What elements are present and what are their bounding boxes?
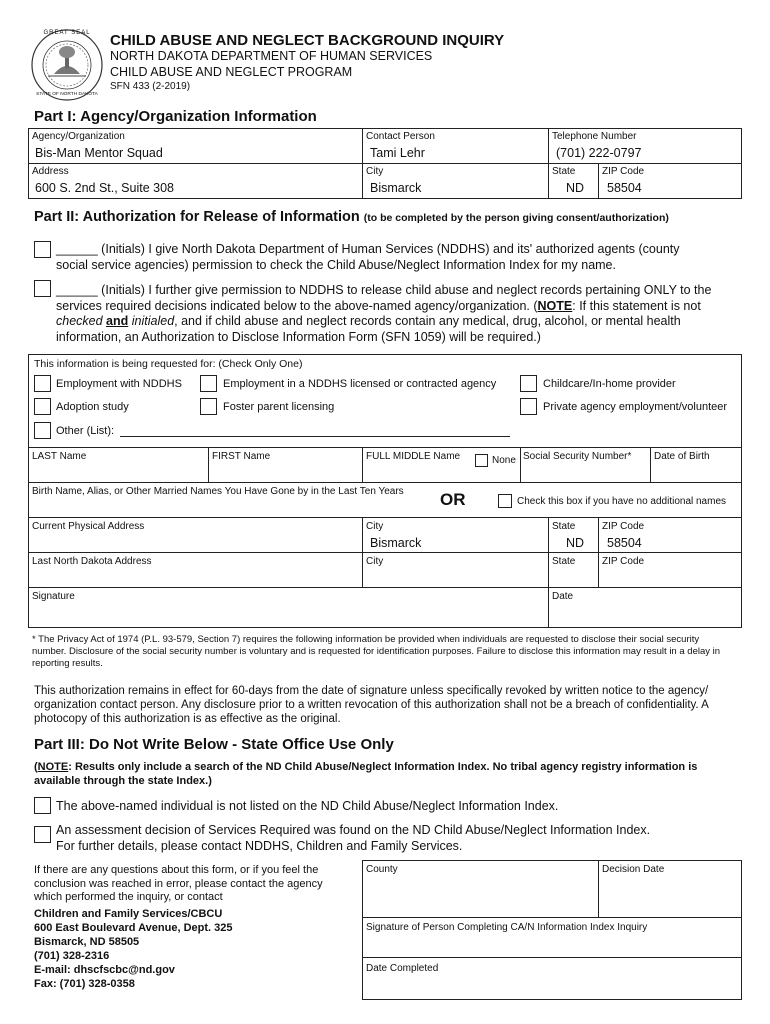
- not-listed-label: The above-named individual is not listed on the ND Child Abuse/Neglect Information Index.: [56, 799, 559, 813]
- requested-for-label: This information is being requested for: (Check Only One): [34, 358, 303, 370]
- nd-state-label: State: [552, 556, 576, 567]
- services-required-label: An assessment decision of Services Required was found on the ND Child Abuse/Neglect Information Index. For further details, please contact NDDHS, Children and Family Services.: [56, 823, 651, 853]
- signature-completing-label: Signature of Person Completing CA/N Information Index Inquiry: [366, 922, 648, 933]
- city-label: City: [366, 166, 384, 177]
- telephone-field[interactable]: (701) 222-0797: [556, 146, 642, 160]
- cfs-fax: Fax: (701) 328-0358: [34, 978, 135, 990]
- cfs-street: 600 East Boulevard Avenue, Dept. 325: [34, 922, 233, 934]
- cfs-citystate: Bismarck, ND 58505: [34, 936, 140, 948]
- initials-checkbox-1[interactable]: [34, 241, 51, 258]
- seal-text-bottom: STATE OF NORTH DAKOTA: [36, 92, 98, 97]
- contact-person-label: Contact Person: [366, 131, 435, 142]
- address-label: Address: [32, 166, 69, 177]
- phys-zip-field[interactable]: 58504: [607, 536, 642, 550]
- licensed-agency-checkbox[interactable]: [200, 375, 217, 392]
- dob-label: Date of Birth: [654, 451, 710, 462]
- none-label: None: [492, 455, 516, 466]
- authorization-notice: This authorization remains in effect for 60-days from the date of signature unless specifically revoked by written notice to the agency/ organization contact person. Any disclosure prior to a written revocation of this authorization shall not be a breach of confidentiality. A photocopy of this authorization is as effective as the original.: [34, 685, 709, 725]
- form-title: CHILD ABUSE AND NEGLECT BACKGROUND INQUIRY: [110, 32, 505, 49]
- agency-field[interactable]: Bis-Man Mentor Squad: [35, 146, 163, 160]
- initials-checkbox-2[interactable]: [34, 280, 51, 297]
- last-name-label: LAST Name: [32, 451, 87, 462]
- part2-subtitle: (to be completed by the person giving consent/authorization): [363, 212, 669, 224]
- ssn-label: Social Security Number*: [523, 451, 632, 462]
- signature-field[interactable]: [30, 604, 546, 626]
- date-label: Date: [552, 591, 574, 602]
- cfs-name: Children and Family Services/CBCU: [34, 908, 223, 920]
- consent-statement-1: ______ (Initials) I give North Dakota Department of Human Services (NDDHS) and its' authorized agents (county social service agencies) permission to check the Child Abuse/Neglect Information Index for my name.: [56, 242, 680, 272]
- phys-state-field[interactable]: ND: [566, 536, 585, 550]
- cfs-email: E-mail: dhscfscbc@nd.gov: [34, 964, 175, 976]
- adoption-checkbox[interactable]: [34, 398, 51, 415]
- decision-date-label: Decision Date: [602, 864, 665, 875]
- part1-title: Part I: Agency/Organization Information: [34, 108, 317, 125]
- state-seal: [30, 28, 104, 102]
- first-name-label: FIRST Name: [212, 451, 271, 462]
- part3-title: Part III: Do Not Write Below - State Office Use Only: [34, 736, 394, 753]
- department-name: NORTH DAKOTA DEPARTMENT OF HUMAN SERVICES: [110, 49, 433, 63]
- phys-zip-label: ZIP Code: [602, 521, 645, 532]
- services-required-checkbox[interactable]: [34, 826, 51, 843]
- contact-intro: If there are any questions about this form, or if you feel the conclusion was reached in error, please contact the agency which performed the inquiry, or contact: [34, 864, 323, 903]
- licensed-agency-label: Employment in a NDDHS licensed or contracted agency: [223, 378, 497, 390]
- zip-field[interactable]: 58504: [607, 181, 642, 195]
- zip-label: ZIP Code: [602, 166, 645, 177]
- no-additional-names-label: Check this box if you have no additional names: [517, 496, 727, 507]
- phys-city-label: City: [366, 521, 384, 532]
- telephone-label: Telephone Number: [552, 131, 637, 142]
- state-label: State: [552, 166, 576, 177]
- program-name: CHILD ABUSE AND NEGLECT PROGRAM: [110, 65, 353, 79]
- county-label: County: [366, 864, 398, 875]
- address-field[interactable]: 600 S. 2nd St., Suite 308: [35, 181, 174, 195]
- date-completed-label: Date Completed: [366, 963, 439, 974]
- form-number: SFN 433 (2-2019): [110, 81, 191, 92]
- birth-names-label: Birth Name, Alias, or Other Married Names You Have Gone by in the Last Ten Years: [32, 486, 404, 497]
- signature-label: Signature: [32, 591, 75, 602]
- seal-text-top: GREAT SEAL: [43, 30, 91, 36]
- no-additional-names-checkbox[interactable]: [498, 494, 512, 508]
- adoption-label: Adoption study: [56, 401, 129, 413]
- employment-nddhs-checkbox[interactable]: [34, 375, 51, 392]
- city-field[interactable]: Bismarck: [370, 181, 422, 195]
- consent-statement-2: ______ (Initials) I further give permission to NDDHS to release child abuse and neglect records pertaining ONLY to the services required decisions indicated below to the above-named agency/organization. (NOTE: If this statement is not checked and initialed, and if child abuse and neglect records contain any medical, drug, alcohol, or mental health information, an Authorization to Disclose Information Form (SFN 1059) will be required.): [56, 283, 712, 344]
- cfs-phone: (701) 328-2316: [34, 950, 110, 962]
- or-label: OR: [440, 490, 466, 509]
- privacy-act-notice: * The Privacy Act of 1974 (P.L. 93-579, Section 7) requires the following information be provided when individuals are requested to disclose their social security number. Disclosure of the social security number is voluntary and is requested for identification purposes. Failure to disclose this information may result in a delay in reporting results.: [32, 634, 721, 669]
- nd-zip-label: ZIP Code: [602, 556, 645, 567]
- nd-city-label: City: [366, 556, 384, 567]
- no-middle-name-checkbox[interactable]: [475, 454, 488, 467]
- childcare-label: Childcare/In-home provider: [543, 378, 676, 390]
- other-input-line[interactable]: [120, 436, 510, 437]
- other-checkbox[interactable]: [34, 422, 51, 439]
- childcare-checkbox[interactable]: [520, 375, 537, 392]
- middle-name-label: FULL MIDDLE Name: [366, 451, 461, 462]
- physical-address-label: Current Physical Address: [32, 521, 145, 532]
- agency-label: Agency/Organization: [32, 131, 125, 142]
- state-field[interactable]: ND: [566, 181, 585, 195]
- private-agency-label: Private agency employment/volunteer: [543, 401, 728, 413]
- part2-title: Part II: Authorization for Release of Information (to be completed by the person giving consent/authorization): [34, 209, 669, 225]
- contact-person-field[interactable]: Tami Lehr: [370, 146, 425, 160]
- part3-note: (NOTE: Results only include a search of the ND Child Abuse/Neglect Information Index. No tribal agency registry information is available through the state Index.): [34, 761, 698, 787]
- phys-city-field[interactable]: Bismarck: [370, 536, 422, 550]
- foster-checkbox[interactable]: [200, 398, 217, 415]
- last-nd-address-label: Last North Dakota Address: [32, 556, 152, 567]
- employment-nddhs-label: Employment with NDDHS: [56, 378, 182, 390]
- other-label: Other (List):: [56, 425, 115, 437]
- phys-state-label: State: [552, 521, 576, 532]
- foster-label: Foster parent licensing: [223, 401, 335, 413]
- not-listed-checkbox[interactable]: [34, 797, 51, 814]
- private-agency-checkbox[interactable]: [520, 398, 537, 415]
